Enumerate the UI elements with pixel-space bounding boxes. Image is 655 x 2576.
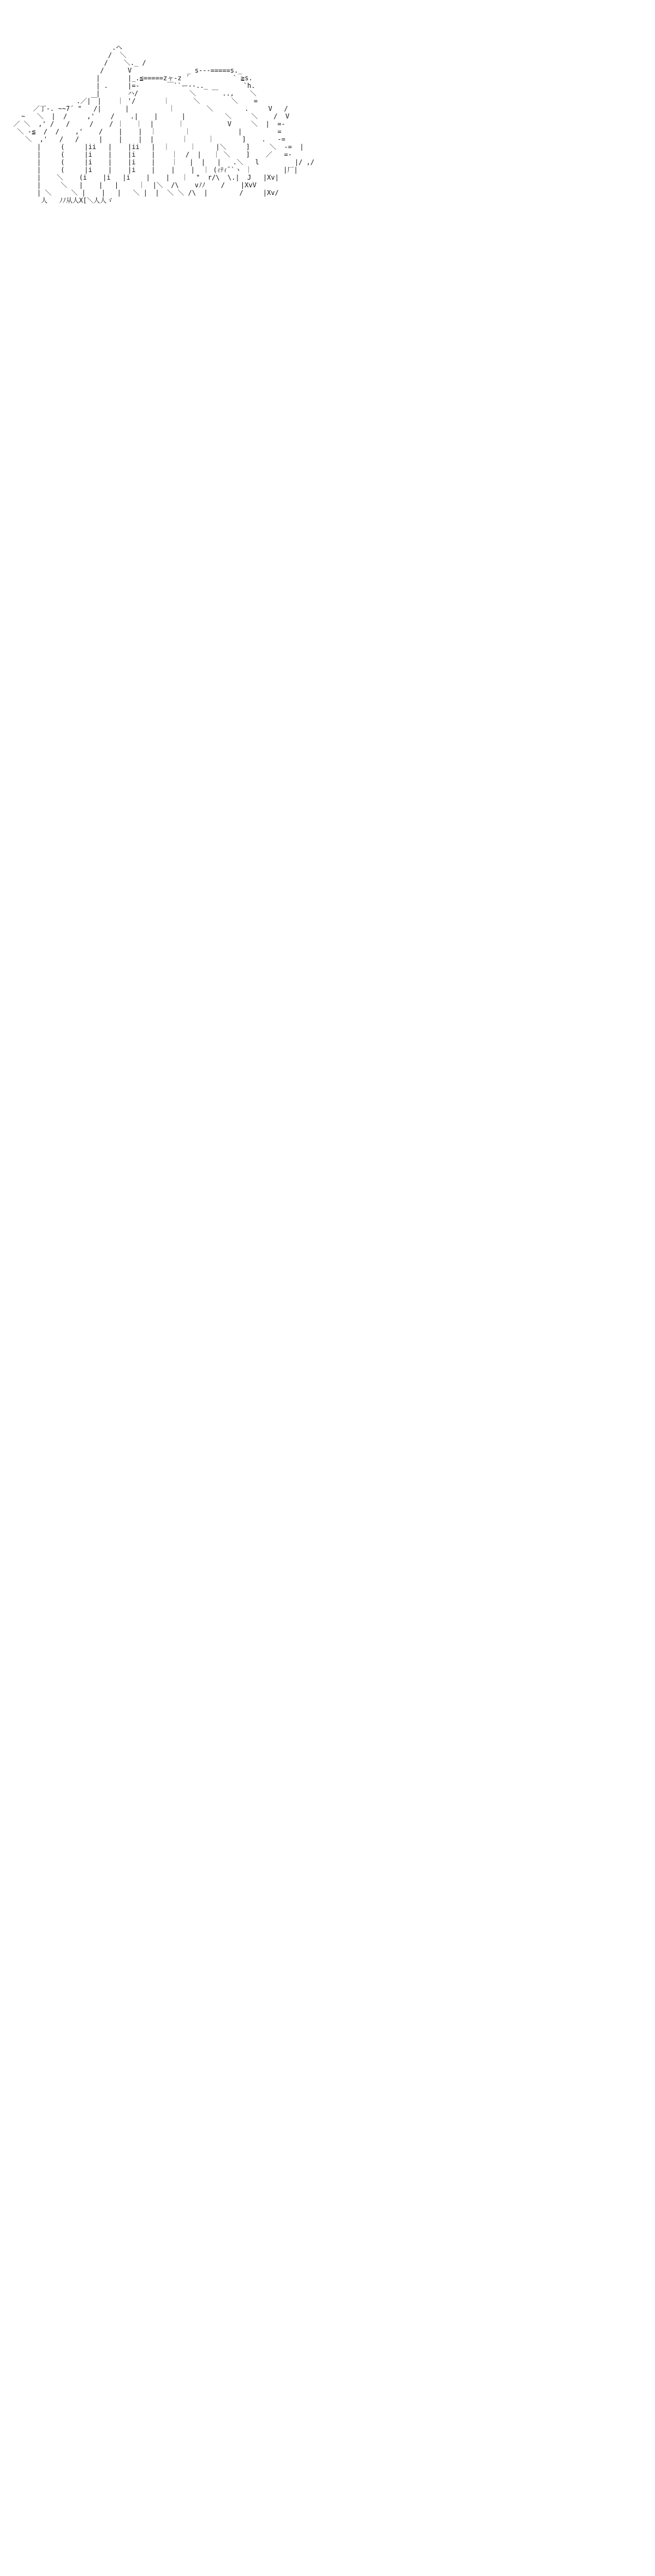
ascii-art-witch-hat: .ヘ / ＼ / ＼._ / / V _ s---=====s._ | |_.≦=====zャ-z ´ ` ≧s. | . |=- ￣``ー--.._ `h. | ハ/ ＼ ￣ .., ＼ .／|￣| ｜ '/ ｜ ＼ ＼ = ／丁-. ~~7´ " /| | ｜ ＼ . V / ~ ＼ | / ,' / .| | | ＼ ＼ / V ／ ＼ ,' / / / / ｜ ｜ | ｜ V ＼ | =- ＼ -≦ / / ,' / | | ｜ ｜ | = ＼ ,' / / | | | | ｜ ｜ ] . -= | ( |ii | |ii | ｜ ｜ |＼ ] ＼ -= | | ( |i | |i | ｜ / | ｜ ＼ ] ／ =- | ( |i | |i | ｜ | | | .＼ l |/ ,/ | ( |i | |i | | | ｜ (ｨﾃｨ¯`ヽ ｜ |厂| | ＼ (i |i |i | | ｜ " r/\ \.| J |Xv| | ＼ | | | ｜ |＼ /\ vﾉﾉ / |XvV | ＼ ＼ | | | ＼ | | ＼ ＼ /\ | / |Xv/ 人 ﾉﾉ从人X[＼人人ゞ bbox=[13, 44, 314, 204]
